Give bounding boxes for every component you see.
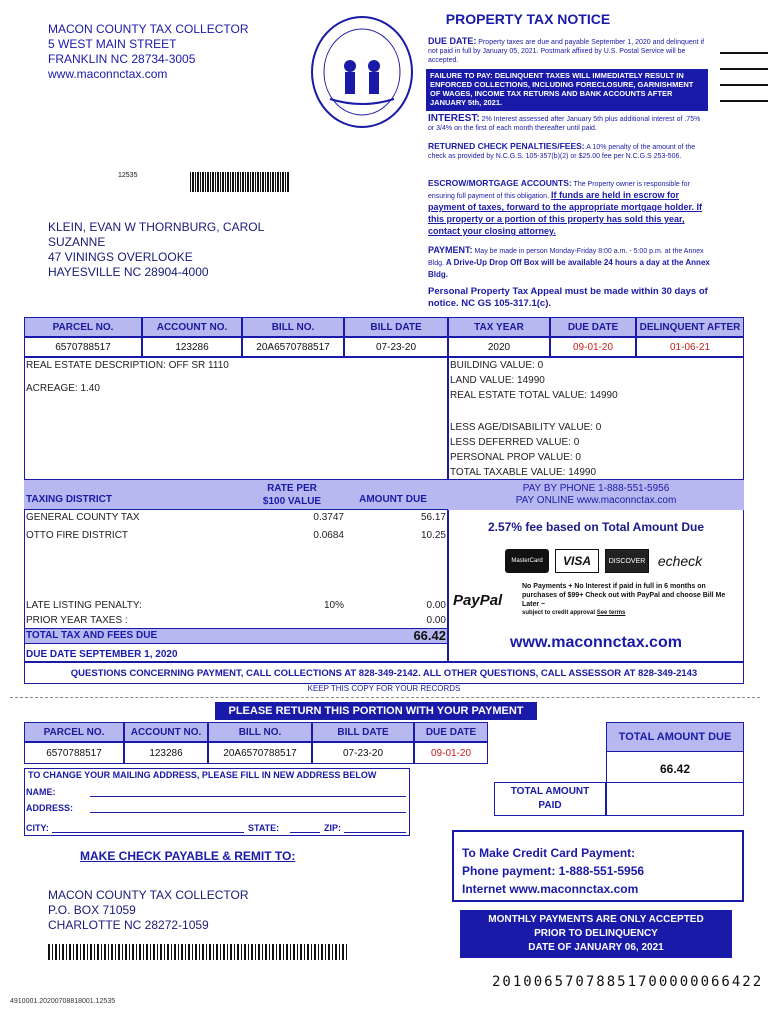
escrow-text: The Property owner is responsible for ensuring full payment of this obligation. bbox=[428, 181, 690, 200]
payment-notice bbox=[428, 245, 714, 281]
val-account: 123286 bbox=[142, 337, 242, 357]
late-listing-rate: 10% bbox=[323, 600, 344, 611]
property-left-box bbox=[24, 357, 448, 480]
total-tax-label: TOTAL TAX AND FEES DUE bbox=[26, 630, 158, 641]
name-label: NAME: bbox=[26, 787, 56, 797]
discover-icon: DISCOVER bbox=[605, 549, 649, 573]
due-date-september: DUE DATE SEPTEMBER 1, 2020 bbox=[26, 649, 178, 660]
due-date-notice bbox=[428, 37, 706, 65]
stub-hdr-due-date: DUE DATE bbox=[414, 722, 488, 742]
margin-marks bbox=[720, 52, 768, 102]
stub-val-bill-no: 20A6570788517 bbox=[208, 742, 312, 764]
amount-due-header: AMOUNT DUE bbox=[359, 494, 427, 505]
collector-name: MACON COUNTY TAX COLLECTOR bbox=[48, 22, 249, 36]
building-value: BUILDING VALUE: 0 bbox=[450, 360, 544, 371]
escrow-bold: If funds are held in escrow for payment of taxes, forward to the appropriate mortgage holder. If this property or a portion of this property has sold this year, contact your closing attorney. bbox=[428, 190, 703, 236]
stub-hdr-bill-date: BILL DATE bbox=[312, 722, 414, 742]
hdr-due-date: DUE DATE bbox=[550, 317, 636, 337]
tax-row-rate: 0.0684 bbox=[313, 530, 344, 541]
pay-by-phone: PAY BY PHONE 1-888-551-5956 bbox=[522, 483, 670, 494]
due-date-text: Property taxes are due and payable September 1, 2020 and delinquent if not paid in full by January 05, 2021. Postmark affixed by U.S. Postal Service will be accepted. bbox=[428, 39, 705, 64]
owner-city: HAYESVILLE NC 28904-4000 bbox=[48, 265, 209, 279]
monthly-line1: MONTHLY PAYMENTS ARE ONLY ACCEPTED bbox=[488, 914, 704, 925]
zip-field[interactable] bbox=[344, 832, 406, 833]
name-field[interactable] bbox=[90, 796, 406, 797]
city-field[interactable] bbox=[52, 832, 244, 833]
state-field[interactable] bbox=[290, 832, 320, 833]
remit-name: MACON COUNTY TAX COLLECTOR bbox=[48, 888, 249, 902]
paid-write-box[interactable] bbox=[606, 782, 744, 816]
stub-val-parcel: 6570788517 bbox=[24, 742, 124, 764]
val-due-date: 09-01-20 bbox=[550, 337, 636, 357]
personal-prop-value: PERSONAL PROP VALUE: 0 bbox=[450, 452, 581, 463]
returned-check-notice bbox=[428, 142, 714, 161]
owner-address bbox=[48, 220, 264, 280]
acreage: ACREAGE: 1.40 bbox=[26, 383, 100, 394]
cc-title: To Make Credit Card Payment: bbox=[462, 846, 636, 860]
val-bill-date: 07-23-20 bbox=[344, 337, 448, 357]
payment-bold: A Drive-Up Drop Off Box will be available 24 hours a day at the Annex Bldg. bbox=[428, 258, 710, 279]
owner-name: KLEIN, EVAN W THORNBURG, CAROL bbox=[48, 220, 265, 234]
payment-text: May be made in person Monday-Friday 8:00 a.m. - 5:00 p.m. at the Annex Bldg. bbox=[428, 248, 704, 267]
card-fee: 2.57% fee based on Total Amount Due bbox=[487, 520, 705, 534]
escrow-heading: ESCROW/MORTGAGE ACCOUNTS: bbox=[428, 178, 572, 188]
real-estate-description: REAL ESTATE DESCRIPTION: OFF SR 1110 bbox=[26, 360, 229, 371]
keep-copy: KEEP THIS COPY FOR YOUR RECORDS bbox=[307, 684, 461, 693]
due-date-heading: DUE DATE: bbox=[428, 36, 477, 46]
credit-approval-text: subject to credit approval bbox=[522, 610, 596, 616]
less-deferred: LESS DEFERRED VALUE: 0 bbox=[450, 437, 580, 448]
payment-heading: PAYMENT: bbox=[428, 245, 473, 255]
prior-year-amount: 0.00 bbox=[426, 615, 446, 626]
notice-title: PROPERTY TAX NOTICE bbox=[445, 11, 611, 27]
hdr-tax-year: TAX YEAR bbox=[448, 317, 550, 337]
address-field[interactable] bbox=[90, 812, 406, 813]
state-label: STATE: bbox=[248, 823, 280, 833]
stub-hdr-bill-no: BILL NO. bbox=[208, 722, 312, 742]
website-link[interactable]: www.maconnctax.com bbox=[510, 634, 682, 651]
paypal-sub bbox=[522, 610, 625, 616]
total-due-label: TOTAL AMOUNT DUE bbox=[606, 722, 744, 752]
taxing-divider bbox=[24, 509, 448, 510]
collector-street: 5 WEST MAIN STREET bbox=[48, 37, 177, 51]
city-label: CITY: bbox=[26, 823, 49, 833]
mail-id: 12535 bbox=[118, 172, 138, 179]
footer-id: 4910001.20200708818001.12535 bbox=[10, 998, 116, 1005]
collector-city: FRANKLIN NC 28734-3005 bbox=[48, 52, 196, 66]
hdr-bill-no: BILL NO. bbox=[242, 317, 344, 337]
paypal-logo: PayPal bbox=[453, 592, 503, 609]
paypal-text: No Payments + No Interest if paid in full in 6 months on purchases of $99+ Check out with PayPal and choose Bill Me Later ~ bbox=[522, 583, 726, 608]
interest-heading: INTEREST: bbox=[428, 113, 480, 124]
stub-val-due-date: 09-01-20 bbox=[414, 742, 488, 764]
late-listing-amount: 0.00 bbox=[426, 600, 446, 611]
owner-street: 47 VININGS OVERLOOKE bbox=[48, 250, 193, 264]
cc-internet: Internet www.maconnctax.com bbox=[462, 882, 639, 896]
questions-bar: QUESTIONS CONCERNING PAYMENT, CALL COLLECTIONS AT 828-349-2142. ALL OTHER QUESTIONS, CALL ASSESSOR AT 828-349-2143 bbox=[24, 662, 744, 684]
land-value: LAND VALUE: 14990 bbox=[450, 375, 545, 386]
hdr-account: ACCOUNT NO. bbox=[142, 317, 242, 337]
stub-hdr-account: ACCOUNT NO. bbox=[124, 722, 208, 742]
total-paid-label: TOTAL AMOUNT PAID bbox=[494, 782, 606, 816]
tax-row-rate: 0.3747 bbox=[313, 512, 344, 523]
pay-online[interactable]: PAY ONLINE www.maconnctax.com bbox=[515, 495, 677, 506]
monthly-payments-box bbox=[460, 910, 732, 958]
hdr-delinquent: DELINQUENT AFTER bbox=[636, 317, 744, 337]
hdr-bill-date: BILL DATE bbox=[344, 317, 448, 337]
collector-address bbox=[48, 22, 248, 82]
see-terms-link[interactable]: See terms bbox=[596, 610, 626, 616]
postal-barcode bbox=[190, 172, 290, 192]
card-logos bbox=[505, 547, 705, 575]
total-due-value: 66.42 bbox=[659, 762, 691, 776]
tax-row-name: OTTO FIRE DISTRICT bbox=[26, 530, 129, 541]
monthly-line2: PRIOR TO DELINQUENCY bbox=[534, 928, 658, 939]
monthly-line3: DATE OF JANUARY 06, 2021 bbox=[528, 942, 664, 953]
visa-icon: VISA bbox=[555, 549, 599, 573]
echeck-icon: echeck bbox=[657, 553, 703, 569]
interest-text: 2% Interest assessed after January 5th plus additional interest of .75% or 3/4% on the first of each month thereafter until paid. bbox=[428, 116, 701, 132]
real-estate-total: REAL ESTATE TOTAL VALUE: 14990 bbox=[450, 390, 618, 401]
stub-val-account: 123286 bbox=[124, 742, 208, 764]
stub-val-bill-date: 07-23-20 bbox=[312, 742, 414, 764]
scan-line: 20100657078851700000066422 bbox=[492, 974, 764, 990]
prior-year-label: PRIOR YEAR TAXES : bbox=[26, 615, 128, 626]
returned-heading: RETURNED CHECK PENALTIES/FEES: bbox=[428, 141, 585, 151]
remit-barcode bbox=[48, 944, 348, 960]
cc-phone: Phone payment: 1-888-551-5956 bbox=[462, 864, 645, 878]
total-taxable-value: TOTAL TAXABLE VALUE: 14990 bbox=[450, 467, 597, 478]
total-tax-amount: 66.42 bbox=[413, 628, 446, 643]
mastercard-icon: MasterCard bbox=[505, 549, 549, 573]
failure-notice: FAILURE TO PAY: DELINQUENT TAXES WILL IMMEDIATELY RESULT IN ENFORCED COLLECTIONS, INCLUDING FORECLOSURE, GARNISHMENT OF WAGES, INCOME TAX RETURNS AND BANK ACCOUNTS AFTER JANUARY 5th, 2021. bbox=[426, 69, 708, 111]
address-label: ADDRESS: bbox=[26, 803, 74, 813]
credit-card-box bbox=[452, 830, 744, 902]
state-seal bbox=[310, 14, 414, 130]
stub-hdr-parcel: PARCEL NO. bbox=[24, 722, 124, 742]
less-age-disability: LESS AGE/DISABILITY VALUE: 0 bbox=[450, 422, 602, 433]
val-delinquent: 01-06-21 bbox=[636, 337, 744, 357]
zip-label: ZIP: bbox=[324, 823, 341, 833]
address-change-title: TO CHANGE YOUR MAILING ADDRESS, PLEASE FILL IN NEW ADDRESS BELOW bbox=[28, 770, 377, 780]
returned-text: A 10% penalty of the amount of the check as provided by N.C.G.S. 105-357(b)(2) or $25.00 fee per N.C.G.S 253-506. bbox=[428, 144, 696, 160]
tax-row-amount: 56.17 bbox=[420, 512, 446, 523]
escrow-notice bbox=[428, 178, 716, 238]
tax-row-name: GENERAL COUNTY TAX bbox=[26, 512, 140, 523]
interest-notice bbox=[428, 114, 708, 133]
late-listing-label: LATE LISTING PENALTY: bbox=[26, 600, 142, 611]
taxing-district-label: TAXING DISTRICT bbox=[26, 494, 112, 505]
appeal-notice: Personal Property Tax Appeal must be made within 30 days of notice. NC GS 105-317.1(c). bbox=[428, 286, 708, 309]
hdr-parcel: PARCEL NO. bbox=[24, 317, 142, 337]
val-parcel: 6570788517 bbox=[24, 337, 142, 357]
tax-row-amount: 10.25 bbox=[420, 530, 446, 541]
rate-header: RATE PER $100 VALUE bbox=[262, 483, 322, 507]
remit-title: MAKE CHECK PAYABLE & REMIT TO: bbox=[80, 849, 296, 863]
owner-name-2: SUZANNE bbox=[48, 235, 106, 249]
val-tax-year: 2020 bbox=[448, 337, 550, 357]
remit-address bbox=[48, 888, 248, 933]
remit-city: CHARLOTTE NC 28272-1059 bbox=[48, 918, 209, 932]
remit-po-box: P.O. BOX 71059 bbox=[48, 903, 136, 917]
tear-line bbox=[10, 697, 760, 698]
collector-website[interactable]: www.maconnctax.com bbox=[48, 67, 168, 81]
return-banner: PLEASE RETURN THIS PORTION WITH YOUR PAYMENT bbox=[215, 702, 537, 720]
val-bill-no: 20A6570788517 bbox=[242, 337, 344, 357]
